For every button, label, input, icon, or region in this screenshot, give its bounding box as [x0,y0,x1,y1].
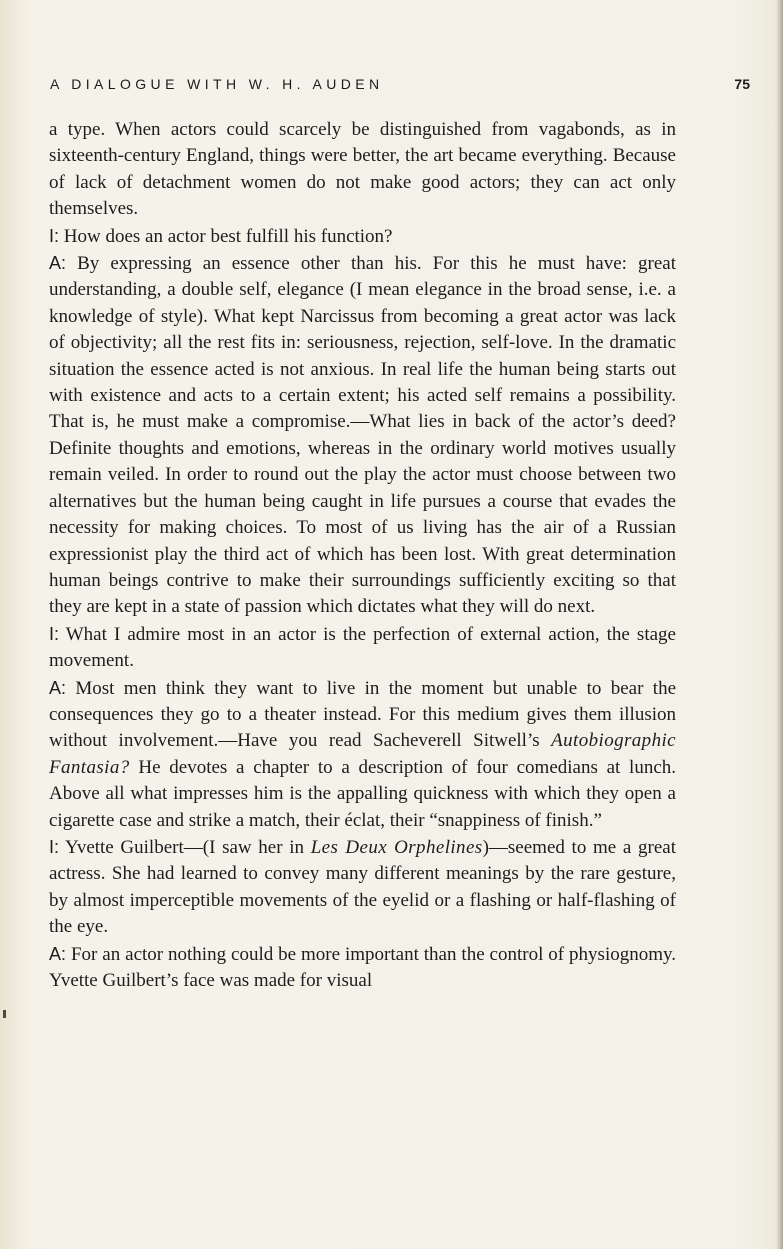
paragraph-text: For an actor nothing could be more important than the control of physiognomy. Yvette Guilbert’s face was made for visual [49,943,677,991]
paragraph [49,250,676,621]
speaker-label: I: [49,836,60,857]
body-text [49,117,676,994]
running-title: A DIALOGUE WITH W. H. AUDEN [50,76,384,92]
paragraph-text: Most men think they want to live in the moment but unable to bear the consequences they go to a theater instead. For this medium gives them illusion without involvement.—Have you read Sacheverell Sitwell’s [49,677,676,752]
paragraph [49,621,676,675]
speaker-label: I: [49,623,60,644]
speaker-label: I: [49,225,60,246]
paragraph-text: a type. When actors could scarcely be distinguished from vagabonds, as in sixteenth-century England, things were better, the art became everything. Because of lack of detachment women do not make good actors; they can act only themselves. [49,119,676,220]
paragraph-text: What I admire most in an actor is the perfection of external action, the stage movement. [49,623,676,672]
paragraph [49,834,676,941]
speaker-label: A: [49,253,67,274]
speaker-label: A: [49,943,67,964]
play-title: Les Deux Orphelines [310,836,483,858]
paragraph-text: By expressing an essence other than his. For this he must have: great understanding, a double self, elegance (I mean elegance in the broad sense, i.e. a knowledge of style). What kept Narcissus from becoming a great actor was lack of objectivity; all the rest fits in: seriousness, rejection, self-love. In the dramatic situation the essence acted is not anxious. In real life the human being starts out with existence and acts to a certain extent; his acted self remains a possibility. That is, he must make a compromise.—What lies in back of the actor’s deed? Definite thoughts and emotions, whereas in the ordinary world motives usually remain veiled. In order to round out the play the actor must choose between two alternatives but the human being caught in life pursues a course that evades the necessity for making choices. To most of us living has the air of a Russian expressionist play the third act of which has been lost. With great determination human beings contrive to make their surroundings sufficiently exciting so that they are kept in a state of passion which dictates what they will do next. [49,253,676,618]
paragraph-text: How does an actor best fulfill his function? [63,225,393,247]
running-head [50,76,750,98]
paragraph [49,941,676,995]
paragraph-text: Yvette Guilbert—(I saw her in [65,836,311,858]
speaker-label: A: [49,677,67,698]
paragraph [49,117,676,223]
paragraph-text: )—seemed to me a great actress. She had learned to convey many different meanings by the rare gesture, by almost imperceptible movements of the eyelid or a flashing or half-flashing of the eye. [49,836,676,938]
paragraph [49,223,676,250]
page-number: 75 [734,76,750,92]
page-edge-shadow [777,0,783,1249]
book-title: Autobiographic Fantasia? [49,730,676,778]
paragraph-text: He devotes a chapter to a description of four comedians at lunch. Above all what impresses him is the appalling quickness with which they open a cigarette case and strike a match, their éclat, their “snappiness of finish.” [49,756,676,831]
margin-mark [3,1010,6,1018]
paragraph [49,675,676,834]
